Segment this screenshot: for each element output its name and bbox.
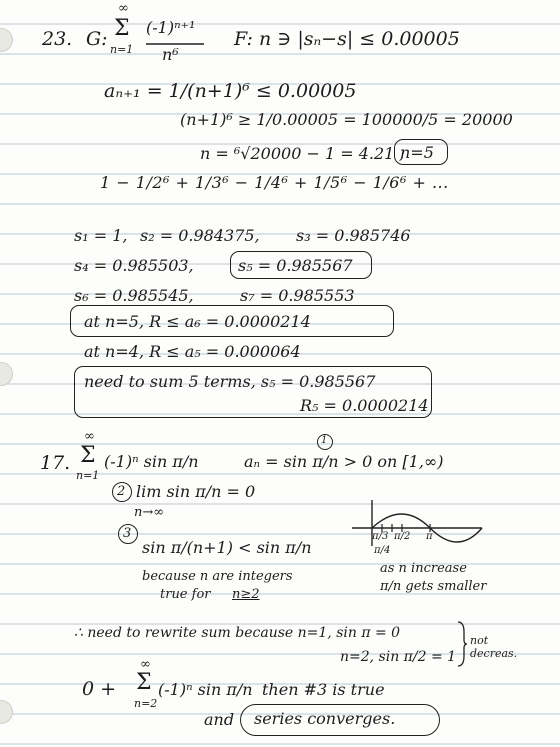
series-lower-limit: n=1 — [76, 469, 100, 482]
final-sum-upper: ∞ — [140, 657, 151, 672]
series-upper-limit: ∞ — [84, 429, 95, 444]
final-sum-lower: n=2 — [134, 697, 158, 710]
conclusion-line-1: need to sum 5 terms, s₅ = 0.985567 — [84, 372, 376, 391]
not-decreasing-note: not decreas. — [470, 634, 518, 661]
sum-lower-limit: n=1 — [110, 43, 134, 56]
condition-1-number: 1 — [321, 435, 328, 446]
graph-note-2: π/n gets smaller — [380, 579, 487, 594]
answer-n: n=5 — [400, 143, 434, 162]
step-2: (n+1)⁶ ≥ 1/0.00005 = 100000/5 = 20000 — [180, 110, 513, 129]
series-expansion: 1 − 1/2⁶ + 1/3⁶ − 1/4⁶ + 1/5⁶ − 1/6⁶ + ... — [100, 173, 449, 192]
partial-sum-s7: s₇ = 0.985553 — [240, 286, 355, 305]
find-statement: F: n ∋ |sₙ−s| ≤ 0.00005 — [234, 28, 460, 50]
partial-sum-s2: s₂ = 0.984375, — [140, 226, 260, 245]
given-label: G: — [86, 28, 108, 50]
condition-3: sin π/(n+1) < sin π/n — [142, 538, 312, 557]
graph-tick-pi-2: π/2 — [394, 531, 411, 542]
partial-sum-s3: s₃ = 0.985746 — [296, 226, 411, 245]
term-denominator: n⁶ — [162, 45, 179, 64]
remainder-n5: at n=5, R ≤ a₆ = 0.0000214 — [84, 312, 311, 331]
condition-3-number: 3 — [123, 526, 132, 541]
because-line-1: because n are integers — [142, 569, 293, 584]
partial-sum-s1: s₁ = 1, — [74, 226, 128, 245]
partial-sum-s6: s₆ = 0.985545, — [74, 286, 194, 305]
partial-sum-s4: s₄ = 0.985503, — [74, 256, 194, 275]
final-and: and — [204, 710, 235, 729]
condition-2-number: 2 — [117, 484, 126, 499]
sum-upper-limit: ∞ — [118, 1, 129, 16]
final-term: (-1)ⁿ sin π/n — [158, 680, 253, 699]
final-sum-sigma: Σ — [136, 670, 152, 695]
final-then: then #3 is true — [262, 680, 385, 699]
graph-tick-pi-4: π/4 — [374, 545, 391, 556]
step-1: aₙ₊₁ = 1/(n+1)⁶ ≤ 0.00005 — [104, 80, 357, 102]
because-boxed: n≥2 — [232, 587, 260, 602]
remainder-n4: at n=4, R ≤ a₅ = 0.000064 — [84, 342, 301, 361]
brace — [456, 620, 468, 668]
rewrite-line-1: ∴ need to rewrite sum because n=1, sin π = 0 — [74, 625, 401, 641]
step-3: n = ⁶√20000 − 1 = 4.21 ; — [200, 144, 405, 163]
problem-17-number: 17. — [40, 452, 71, 474]
graph-note-1: as n increase — [380, 561, 467, 576]
final-conclusion: series converges. — [254, 709, 396, 728]
final-prefix: 0 + — [82, 678, 117, 700]
condition-1: aₙ = sin π/n > 0 on [1,∞) — [244, 452, 444, 471]
series-term: (-1)ⁿ sin π/n — [104, 452, 199, 471]
condition-2-subscript: n→∞ — [134, 505, 165, 520]
series-sigma: Σ — [80, 443, 96, 468]
graph-tick-pi-3: π/3 — [372, 531, 389, 542]
because-line-2: true for — [160, 587, 211, 602]
conclusion-line-2: R₅ = 0.0000214 — [300, 396, 429, 415]
graph-tick-pi: π — [426, 531, 433, 542]
problem-23-number: 23. — [42, 28, 73, 50]
partial-sum-s5: s₅ = 0.985567 — [238, 256, 353, 275]
condition-2: lim sin π/n = 0 — [136, 482, 256, 501]
rewrite-line-2: n=2, sin π/2 = 1 — [340, 649, 457, 665]
sum-sigma: Σ — [114, 16, 130, 41]
term-numerator: (-1)ⁿ⁺¹ — [146, 18, 196, 37]
